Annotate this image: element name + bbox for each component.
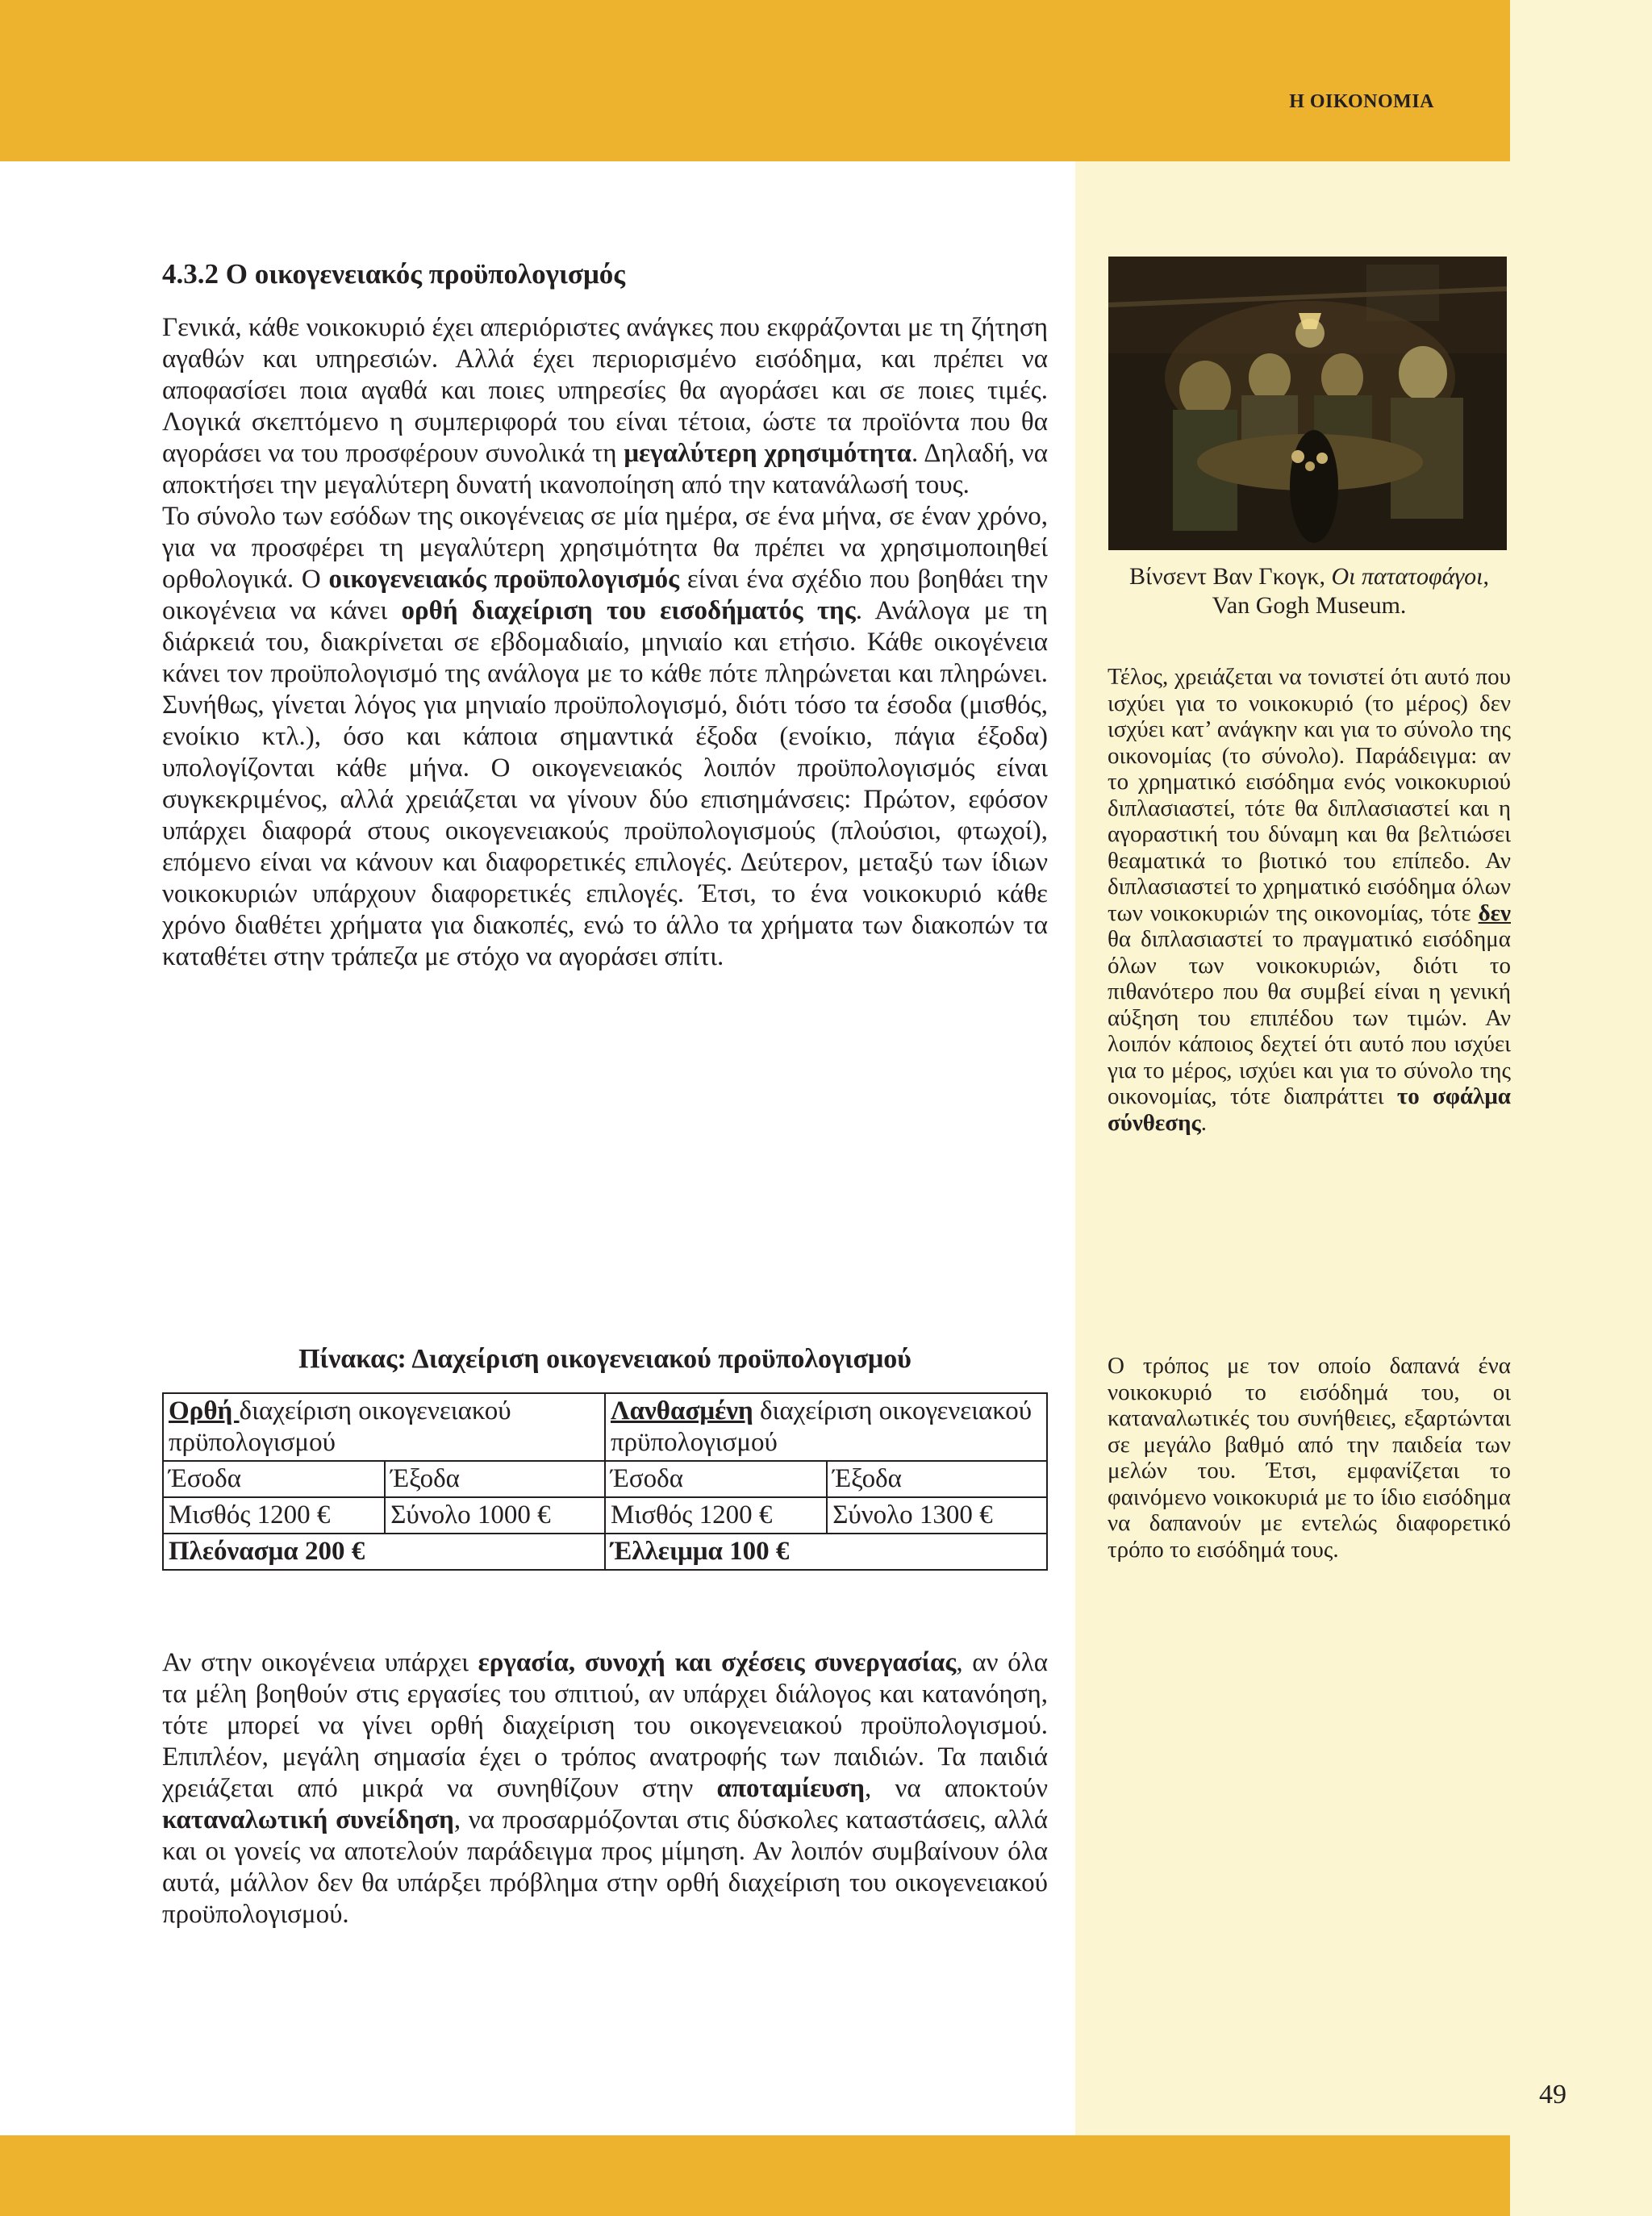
bold-term: μεγαλύτερη χρησιμότητα: [624, 439, 912, 468]
table-row: [163, 1497, 1047, 1534]
intro-text: [162, 312, 1048, 973]
sidebar-note-composition-fallacy: Τέλος, χρειάζεται να τονιστεί ότι αυτό που ισχύει για το νοικοκυριό (το μέρος) δεν ισχύει κατ’ ανάγκην και για το σύνολο της οικονομίας (το σύνολο). Παράδειγμα: αν το χρηματικό εισόδημα ενός νοικοκυριού διπλασιαστεί, τότε θα διπλασιαστεί και η αγοραστική του δύναμη και θα βελτιώσει θεαματικά το βιοτικό του επίπεδο. Αν διπλασιαστεί το χρηματικό εισόδημα όλων των νοικοκυριών της οικονομίας, τότε δεν θα διπλασιαστεί το πραγματικό εισόδημα όλων των νοικοκυριών, διότι το πιθανότερο που θα συμβεί είναι η γενική αύξηση του επιπέδου των τιμών. Αν λοιπόν κάποιος δεχτεί ότι αυτό που ισχύει για το μέρος, ισχύει και για το σύνολο της οικονομίας, τότε διαπράττει το σφάλμα σύνθεσης.: [1108, 664, 1511, 1136]
closing-text: [162, 1647, 1048, 1930]
table-cell: Μισθός 1200 €: [163, 1497, 385, 1534]
intro-paragraph-2: Το σύνολο των εσόδων της οικογένειας σε μία ημέρα, σε ένα μήνα, σε έναν χρόνο, για να προσφέρει τη μεγαλύτερη χρησιμότητα θα πρέπει να χρησιμοποιηθεί ορθολογικά. Ο οικογενειακός προϋπολογισμός είναι ένα σχέδιο που βοηθάει την οικογένεια να κάνει ορθή διαχείριση του εισοδήματός της. Ανάλογα με τη διάρκειά του, διακρίνεται σε εβδομαδιαίο, μηνιαίο και ετήσιο. Κάθε οικογένεια κάνει τον προϋπολογισμό της ανάλογα με το κάθε πότε πληρώνεται και πληρώνει. Συνήθως, γίνεται λόγος για μηνιαίο προϋπολογισμό, διότι τόσο τα έσοδα (μισθός, ενοίκιο κτλ.), όσο και κάποια σημαντικά έξοδα (ενοίκιο, πάγια έξοδα) υπολογίζονται κάθε μήνα. Ο οικογενειακός λοιπόν προϋπολογισμός είναι συγκεκριμένος, αλλά χρειάζεται να γίνουν δύο επισημάνσεις: Πρώτον, εφόσον υπάρχει διαφορά στους οικογενειακούς προϋπολογισμούς (πλούσιοι, φτωχοί), επόμενο είναι να κάνουν και διαφορετικές επιλογές. Δεύτερον, μεταξύ των ίδιων νοικοκυριών υπάρχουν διαφορετικές επιλογές. Έτσι, το ένα νοικοκυριό κάθε χρόνο διαθέτει χρήματα για διακοπές, ενώ το άλλο τα χρήματα των διακοπών τα καταθέτει στην τράπεζα με στόχο να αγοράσει σπίτι.: [162, 502, 1049, 971]
right-margin-strip: [1510, 0, 1652, 2216]
painting-caption: Βίνσεντ Βαν Γκογκ, Οι πατατοφάγοι, Van Gogh Museum.: [1128, 563, 1489, 619]
bold-term: οικογενειακός προϋπολογισμός: [328, 565, 680, 594]
closing-paragraph: Αν στην οικογένεια υπάρχει εργασία, συνοχή και σχέσεις συνεργασίας, αν όλα τα μέλη βοηθούν στις εργασίες του σπιτιού, αν υπάρχει διάλογος και κατανόηση, τότε μπορεί να γίνει ορθή διαχείριση του οικογενειακού προϋπολογισμού. Επιπλέον, μεγάλη σημασία έχει ο τρόπος ανατροφής των παιδιών. Τα παιδιά χρειάζεται από μικρά να συνηθίζουν στην αποταμίευση, να αποκτούν καταναλωτική συνείδηση, να προσαρμόζονται στις δύσκολες καταστάσεις, αλλά και οι γονείς να αποτελούν παράδειγμα προς μίμηση. Αν λοιπόν συμβαίνουν όλα αυτά, μάλλον δεν θα υπάρξει πρόβλημα στην ορθή διαχείριση του οικογενειακού προϋπολογισμού.: [162, 1648, 1048, 1929]
table-title: Πίνακας: Διαχείριση οικογενειακού προϋπολογισμού: [298, 1344, 912, 1374]
bold-term: αποταμίευση: [716, 1774, 865, 1803]
potato-eaters-painting: [1108, 257, 1507, 550]
bold-term: δεν: [1478, 899, 1511, 926]
sidebar-note-education: Ο τρόπος με τον οποίο δαπανά ένα νοικοκυριό το εισόδημά του, οι καταναλωτικές του συνήθειες, εξαρτώνται σε μεγάλο βαθμό από την παιδεία των μελών του. Έτσι, εμφανίζεται το φαινόμενο νοικοκυριά με το ίδιο εισόδημα να δαπανούν με εντελώς διαφορετικό τρόπο το εισόδημά τους.: [1108, 1353, 1511, 1563]
table-cell: Σύνολο 1300 €: [827, 1497, 1047, 1534]
table-header-row: [163, 1393, 1047, 1461]
correct-management-header: Ορθή διαχείριση οικογενειακού πρϋπολογισμού: [163, 1393, 605, 1461]
table-cell: Έξοδα: [827, 1461, 1047, 1497]
header-band: [0, 0, 1510, 161]
bold-term: εργασία, συνοχή και σχέσεις συνεργασίας: [478, 1648, 957, 1677]
table-cell: Έξοδα: [385, 1461, 605, 1497]
bold-term: το σφάλμα σύνθεσης: [1108, 1083, 1511, 1136]
intro-paragraph-1: Γενικά, κάθε νοικοκυριό έχει απεριόριστες ανάγκες που εκφράζονται με τη ζήτηση αγαθών και υπηρεσιών. Αλλά έχει περιορισμένο εισόδημα, και πρέπει να αποφασίσει ποια αγαθά και ποιες υπηρεσίες θα αγοράσει και σε ποιες τιμές. Λογικά σκεπτόμενο η συμπεριφορά του είναι τέτοια, ώστε τα προϊόντα που θα αγοράσει να του προσφέρουν συνολικά τη μεγαλύτερη χρησιμότητα. Δηλαδή, να αποκτήσει την μεγαλύτερη δυνατή ικανοποίηση από την κατανάλωσή τους.: [162, 313, 1049, 499]
table-cell: Σύνολο 1000 €: [385, 1497, 605, 1534]
page-number: 49: [1539, 2080, 1566, 2110]
table-cell: Έσοδα: [605, 1461, 827, 1497]
running-header: Η ΟΙΚΟΝΟΜΙΑ: [1289, 91, 1434, 112]
table-cell: Έσοδα: [163, 1461, 385, 1497]
footer-band: [0, 2135, 1510, 2216]
table-cell: Μισθός 1200 €: [605, 1497, 827, 1534]
bold-term: καταναλωτική συνείδηση: [162, 1805, 454, 1834]
surplus-cell: Πλεόνασμα 200 €: [163, 1534, 605, 1570]
bold-term: ορθή διαχείριση του εισοδήματός της: [401, 596, 856, 625]
section-heading: 4.3.2 Ο οικογενειακός προϋπολογισμός: [162, 258, 626, 290]
budget-table: [162, 1392, 1048, 1571]
table-subheader-row: [163, 1461, 1047, 1497]
deficit-cell: Έλλειμμα 100 €: [605, 1534, 1047, 1570]
wrong-management-header: Λανθασμένη διαχείριση οικογενειακού πρϋπολογισμού: [605, 1393, 1047, 1461]
table-result-row: [163, 1534, 1047, 1570]
